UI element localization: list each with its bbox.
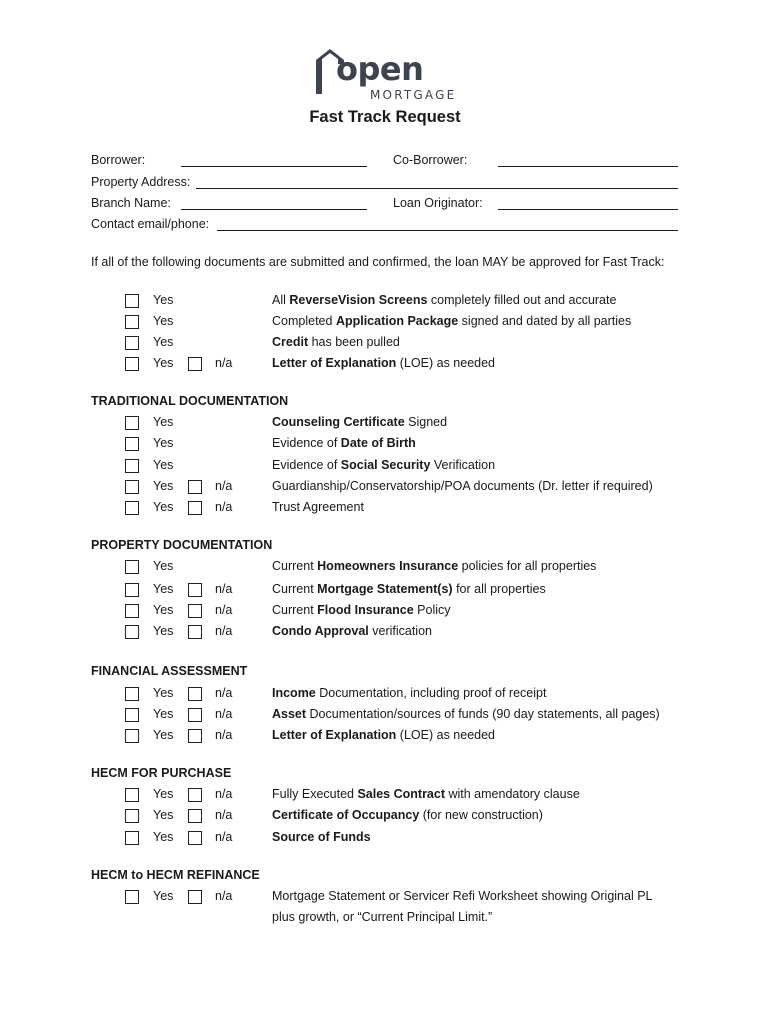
yes-label: Yes [153,787,174,801]
section-heading: HECM to HECM REFINANCE [91,868,260,882]
section-heading: PROPERTY DOCUMENTATION [91,538,273,552]
yes-checkbox[interactable] [125,315,139,329]
checklist-item-text: All ReverseVision Screens completely filled out and accurate [272,293,617,307]
yes-label: Yes [153,436,174,450]
logo-word: open [336,50,424,88]
yes-checkbox[interactable] [125,708,139,722]
na-label: n/a [215,707,233,721]
co-borrower-field[interactable] [498,166,678,167]
na-label: n/a [215,686,233,700]
contact-field[interactable] [217,230,678,231]
checklist-item-text: Letter of Explanation (LOE) as needed [272,728,495,742]
yes-label: Yes [153,582,174,596]
na-label: n/a [215,830,233,844]
yes-label: Yes [153,686,174,700]
yes-checkbox[interactable] [125,583,139,597]
na-label: n/a [215,889,233,903]
checklist-item-text: Condo Approval verification [272,624,432,638]
na-label: n/a [215,582,233,596]
na-label: n/a [215,479,233,493]
yes-checkbox[interactable] [125,501,139,515]
na-label: n/a [215,808,233,822]
yes-label: Yes [153,808,174,822]
na-checkbox[interactable] [188,604,202,618]
yes-checkbox[interactable] [125,336,139,350]
co-borrower-label: Co-Borrower: [393,153,468,167]
yes-checkbox[interactable] [125,416,139,430]
yes-label: Yes [153,415,174,429]
checklist-item-text: Letter of Explanation (LOE) as needed [272,356,495,370]
checklist-item-text: Asset Documentation/sources of funds (90 day statements, all pages) [272,707,660,721]
section-heading: TRADITIONAL DOCUMENTATION [91,394,289,408]
na-checkbox[interactable] [188,809,202,823]
na-checkbox[interactable] [188,831,202,845]
na-checkbox[interactable] [188,687,202,701]
na-checkbox[interactable] [188,501,202,515]
checklist-item-text: Current Flood Insurance Policy [272,603,451,617]
yes-label: Yes [153,889,174,903]
checklist-item-text: Completed Application Package signed and dated by all parties [272,314,632,328]
na-label: n/a [215,603,233,617]
company-logo [314,46,464,104]
na-checkbox[interactable] [188,708,202,722]
na-label: n/a [215,356,233,370]
yes-label: Yes [153,728,174,742]
yes-checkbox[interactable] [125,729,139,743]
yes-label: Yes [153,479,174,493]
checklist-item-text: Counseling Certificate Signed [272,415,448,429]
yes-label: Yes [153,707,174,721]
yes-checkbox[interactable] [125,357,139,371]
na-checkbox[interactable] [188,625,202,639]
checklist-item-text: Source of Funds [272,830,371,844]
logo-subtitle: MORTGAGE [370,88,457,102]
yes-checkbox[interactable] [125,625,139,639]
checklist-item-text: Mortgage Statement or Servicer Refi Worksheet showing Original PL [272,889,653,903]
na-label: n/a [215,787,233,801]
yes-checkbox[interactable] [125,604,139,618]
yes-label: Yes [153,603,174,617]
yes-checkbox[interactable] [125,687,139,701]
checklist-item-text: Guardianship/Conservatorship/POA documents (Dr. letter if required) [272,479,653,493]
checklist-item-text: Evidence of Date of Birth [272,436,416,450]
yes-label: Yes [153,624,174,638]
yes-label: Yes [153,335,174,349]
yes-checkbox[interactable] [125,890,139,904]
checklist-item-text: Fully Executed Sales Contract with amendatory clause [272,787,580,801]
checklist-item-text: Current Mortgage Statement(s) for all properties [272,582,546,596]
checklist-item-text: Evidence of Social Security Verification [272,458,496,472]
loan-originator-field[interactable] [498,209,678,210]
page-title: Fast Track Request [309,108,461,126]
yes-checkbox[interactable] [125,788,139,802]
branch-name-field[interactable] [181,209,367,210]
borrower-field[interactable] [181,166,367,167]
na-label: n/a [215,728,233,742]
yes-checkbox[interactable] [125,480,139,494]
yes-label: Yes [153,559,174,573]
na-label: n/a [215,500,233,514]
yes-label: Yes [153,314,174,328]
yes-label: Yes [153,356,174,370]
na-checkbox[interactable] [188,357,202,371]
na-checkbox[interactable] [188,788,202,802]
loan-originator-label: Loan Originator: [393,196,483,210]
checklist-item-continuation: plus growth, or “Current Principal Limit.” [272,910,493,924]
contact-label: Contact email/phone: [91,217,210,231]
checklist-item-text: Trust Agreement [272,500,364,514]
yes-label: Yes [153,830,174,844]
na-label: n/a [215,624,233,638]
yes-checkbox[interactable] [125,809,139,823]
na-checkbox[interactable] [188,890,202,904]
yes-checkbox[interactable] [125,459,139,473]
section-heading: FINANCIAL ASSESSMENT [91,664,248,678]
borrower-label: Borrower: [91,153,146,167]
checklist-item-text: Certificate of Occupancy (for new construction) [272,808,543,822]
yes-checkbox[interactable] [125,831,139,845]
intro-text: If all of the following documents are submitted and confirmed, the loan MAY be approved for Fast Track: [91,255,665,269]
yes-label: Yes [153,458,174,472]
checklist-item-text: Income Documentation, including proof of receipt [272,686,547,700]
yes-checkbox[interactable] [125,437,139,451]
na-checkbox[interactable] [188,583,202,597]
checklist-item-text: Current Homeowners Insurance policies for all properties [272,559,597,573]
yes-label: Yes [153,500,174,514]
yes-checkbox[interactable] [125,294,139,308]
section-heading: HECM FOR PURCHASE [91,766,232,780]
na-checkbox[interactable] [188,480,202,494]
property-address-label: Property Address: [91,175,191,189]
na-checkbox[interactable] [188,729,202,743]
checklist-item-text: Credit has been pulled [272,335,400,349]
property-address-field[interactable] [196,188,678,189]
branch-name-label: Branch Name: [91,196,171,210]
yes-checkbox[interactable] [125,560,139,574]
yes-label: Yes [153,293,174,307]
